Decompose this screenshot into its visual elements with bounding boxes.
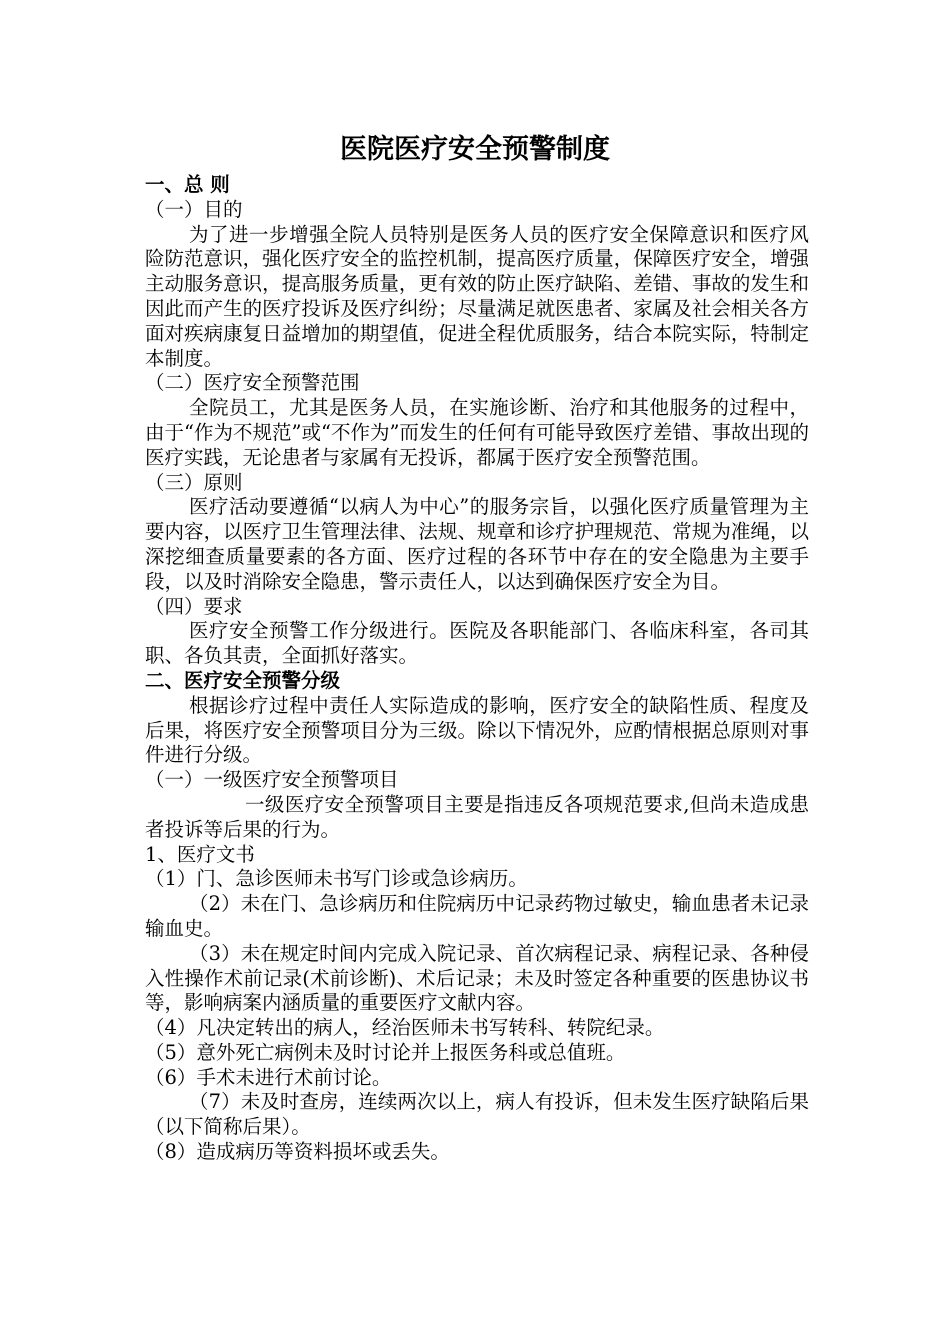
document-body bbox=[145, 173, 809, 1165]
paragraph: 全院员工，尤其是医务人员，在实施诊断、治疗和其他服务的过程中，由于“作为不规范”或“不作为”而发生的任何有可能导致医疗差错、事故出现的医疗实践，无论患者与家属有无投诉，都属于医疗安全预警范围。 bbox=[145, 396, 809, 469]
list-item: （3）未在规定时间内完成入院记录、首次病程记录、病程记录、各种侵入性操作术前记录(术前诊断)、术后记录；未及时签定各种重要的医患协议书等，影响病案内涵质量的重要医疗文献内容。 bbox=[145, 941, 809, 1015]
paragraph: 医疗活动要遵循“以病人为中心”的服务宗旨，以强化医疗质量管理为主要内容，以医疗卫生管理法律、法规、规章和诊疗护理规范、常规为准绳，以深挖细查质量要素的各方面、医疗过程的各环节中存在的安全隐患为主要手段，以及时消除安全隐患，警示责任人，以达到确保医疗安全为目。 bbox=[145, 495, 809, 593]
subsection-heading: （二）医疗安全预警范围 bbox=[145, 371, 360, 395]
list-item: （5）意外死亡病例未及时讨论并上报医务科或总值班。 bbox=[145, 1040, 626, 1064]
paragraph: 根据诊疗过程中责任人实际造成的影响，医疗安全的缺陷性质、程度及后果，将医疗安全预警项目分为三级。除以下情况外，应酌情根据总原则对事件进行分级。 bbox=[145, 693, 809, 767]
paragraph: 为了进一步增强全院人员特别是医务人员的医疗安全保障意识和医疗风险防范意识，强化医疗安全的监控机制，提高医疗质量，保障医疗安全，增强主动服务意识，提高服务质量，更有效的防止医疗缺陷、差错、事故的发生和因此而产生的医疗投诉及医疗纠纷；尽量满足就医患者、家属及社会相关各方面对疾病康复日益增加的期望值，促进全程优质服务，结合本院实际，特制定本制度。 bbox=[145, 222, 809, 370]
paragraph: 一级医疗安全预警项目主要是指违反各项规范要求,但尚未造成患者投诉等后果的行为。 bbox=[145, 792, 809, 841]
subsection-heading: （三）原则 bbox=[145, 470, 243, 494]
list-item: （1）门、急诊医师未书写门诊或急诊病历。 bbox=[145, 867, 528, 891]
list-item: （4）凡决定转出的病人，经治医师未书写转科、转院纪录。 bbox=[145, 1016, 665, 1040]
list-item: （2）未在门、急诊病历和住院病历中记录药物过敏史，输血患者未记录输血史。 bbox=[145, 892, 809, 940]
subsection-heading: （四）要求 bbox=[145, 594, 243, 618]
document-title: 医院医疗安全预警制度 bbox=[340, 134, 610, 165]
list-item: （8）造成病历等资料损坏或丢失。 bbox=[145, 1140, 450, 1164]
subsection-heading: （一）一级医疗安全预警项目 bbox=[145, 768, 399, 792]
list-item: （6）手术未进行术前讨论。 bbox=[145, 1065, 392, 1089]
section-heading: 一、总 则 bbox=[145, 173, 230, 196]
list-heading: 1、医疗文书 bbox=[145, 842, 255, 866]
subsection-heading: （一）目的 bbox=[145, 197, 243, 221]
list-item: （7）未及时查房，连续两次以上，病人有投诉，但未发生医疗缺陷后果（以下简称后果）。 bbox=[145, 1090, 809, 1139]
section-heading: 二、医疗安全预警分级 bbox=[145, 668, 341, 692]
paragraph: 医疗安全预警工作分级进行。医院及各职能部门、各临床科室，各司其职、各负其责，全面抓好落实。 bbox=[145, 619, 809, 668]
